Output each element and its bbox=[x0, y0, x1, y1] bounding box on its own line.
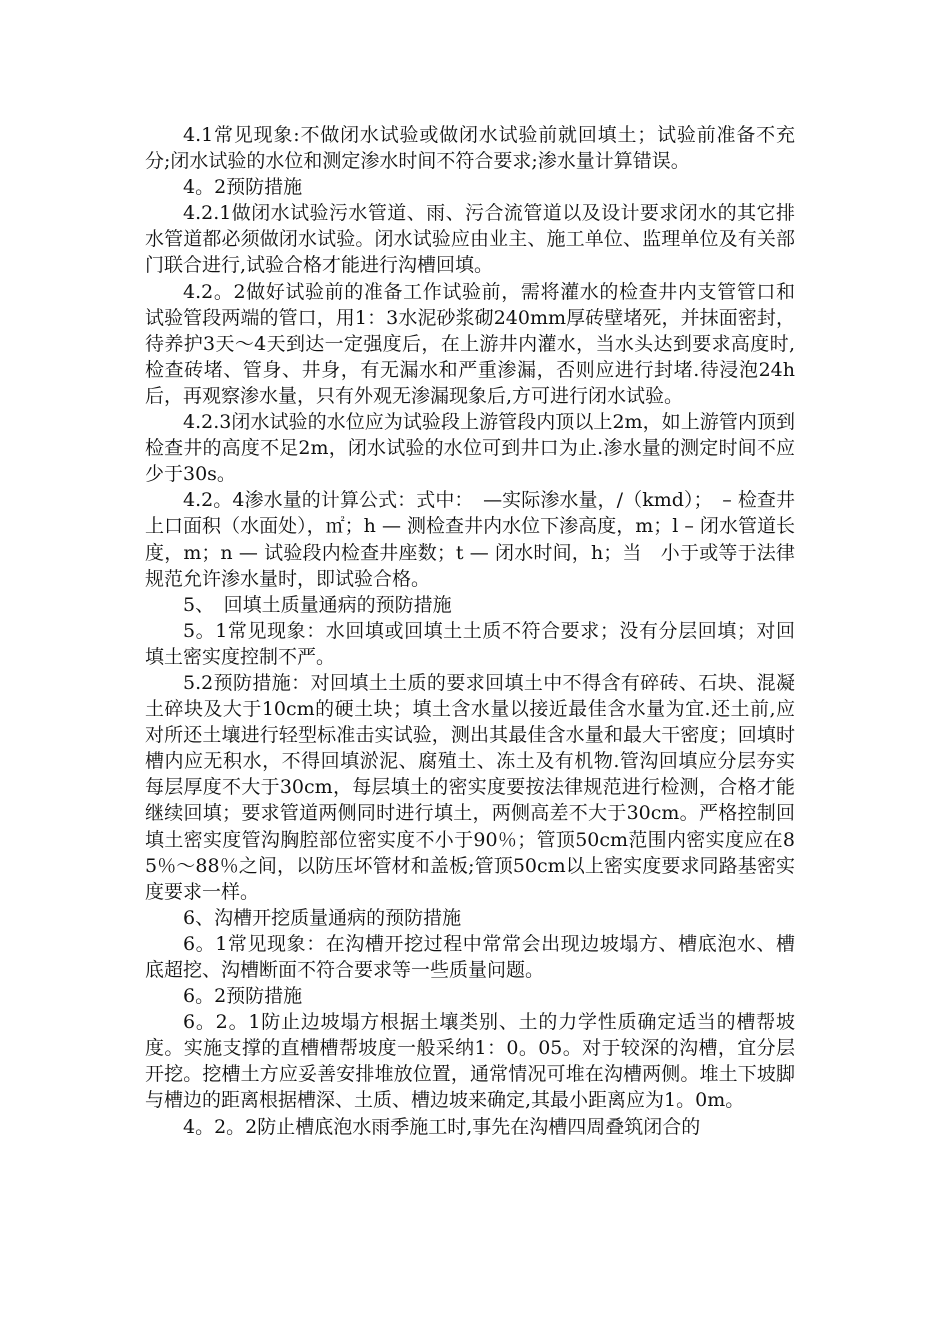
paragraph-4-1: 4.1常见现象:不做闭水试验或做闭水试验前就回填土；试验前准备不充分;闭水试验的水位和测定渗水时间不符合要求;渗水量计算错误。 bbox=[145, 124, 795, 173]
section-5-heading: 5、 回填土质量通病的预防措施 bbox=[183, 593, 452, 616]
paragraph-4-2-2: 4.2。2做好试验前的准备工作试验前，需将灌水的检查井内支管管口和试验管段两端的管口，用1：3水泥砂浆砌240mm厚砖壁堵死，并抹面密封，待养护3天～4天到达一定强度后，在上游井内灌水，当水头达到要求高度时,检查砖堵、管身、井身，有无漏水和严重渗漏，否则应进行封堵.待浸泡24h后，再观察渗水量，只有外观无渗漏现象后,方可进行闭水试验。 bbox=[145, 280, 795, 407]
paragraph-4-2-heading: 4。2预防措施 bbox=[183, 176, 303, 199]
paragraph-6-2-1: 6。2。1防止边坡塌方根据土壤类别、土的力学性质确定适当的槽帮坡度。实施支撑的直槽槽帮坡度一般采纳1：0。05。对于较深的沟槽，宜分层开挖。挖槽土方应妥善安排堆放位置，通常情况可堆在沟槽两侧。堆土下坡脚与槽边的距离根据槽深、土质、槽边坡来确定,其最小距离应为1。0m。 bbox=[145, 1011, 795, 1112]
paragraph-4-2-3: 4.2.3闭水试验的水位应为试验段上游管段内顶以上2m，如上游管内顶到检查井的高度不足2m，闭水试验的水位可到井口为止.渗水量的测定时间不应少于30s。 bbox=[145, 411, 795, 486]
paragraph-6-1: 6。1常见现象：在沟槽开挖过程中常常会出现边坡塌方、槽底泡水、槽底超挖、沟槽断面不符合要求等一些质量问题。 bbox=[145, 932, 795, 981]
paragraph-4-2-1: 4.2.1做闭水试验污水管道、雨、污合流管道以及设计要求闭水的其它排水管道都必须做闭水试验。闭水试验应由业主、施工单位、监理单位及有关部门联合进行,试验合格才能进行沟槽回填。 bbox=[145, 202, 795, 277]
document-body bbox=[145, 122, 795, 1140]
paragraph-5-2: 5.2预防措施：对回填土土质的要求回填土中不得含有碎砖、石块、混凝土碎块及大于10cm的硬土块；填土含水量以接近最佳含水量为宜.还土前,应对所还土壤进行轻型标准击实试验，测出其最佳含水量和最大干密度；回填时槽内应无积水，不得回填淤泥、腐殖土、冻土及有机物.管沟回填应分层夯实每层厚度不大于30cm，每层填土的密实度要按法律规范进行检测，合格才能继续回填；要求管道两侧同时进行填土，两侧高差不大于30cm。严格控制回填土密实度管沟胸腔部位密实度不小于90％；管顶50cm范围内密实度应在85％～88％之间，以防压坏管材和盖板;管顶50cm以上密实度要求同路基密实度要求一样。 bbox=[145, 671, 795, 903]
section-6-heading: 6、沟槽开挖质量通病的预防措施 bbox=[183, 906, 462, 929]
paragraph-5-1: 5。1常见现象：水回填或回填土土质不符合要求；没有分层回填；对回填土密实度控制不严。 bbox=[145, 619, 795, 668]
paragraph-4-2-4: 4.2。4渗水量的计算公式：式中： —实际渗水量，/（kmd）； – 检查井上口面积（水面处），㎡；h — 测检查井内水位下渗高度，m；l – 闭水管道长度，m；n — 试验段内检查井座数；t — 闭水时间，h；当 小于或等于法律规范允许渗水量时，即试验合格。 bbox=[145, 489, 795, 590]
paragraph-6-2-heading: 6。2预防措施 bbox=[183, 985, 303, 1008]
paragraph-4-2-2-continued: 4。2。2防止槽底泡水雨季施工时,事先在沟槽四周叠筑闭合的 bbox=[183, 1115, 701, 1138]
